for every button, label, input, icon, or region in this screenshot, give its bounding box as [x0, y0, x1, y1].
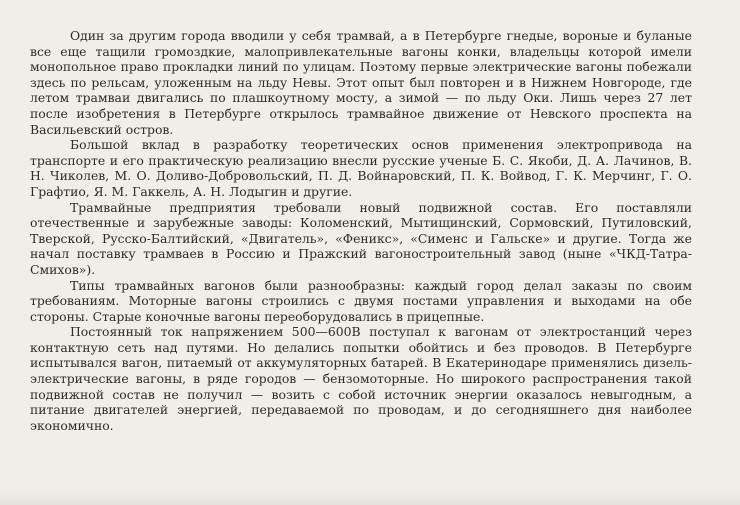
paragraph-russian-scientists: Большой вклад в разработку теоретических основ применения электропривода на транспорте и его практическую реализацию внесли русские ученые Б. С. Якоби, Д. А. Лачинов, В. Н. Чиколев, М. О. Доливо-Добровольский, П. Д. Войнаровский, П. К. Войвод, Г. К. Мерчинг, Г. О. Графтио, Я. М. Гаккель, А. Н. Лодыгин и другие. [30, 137, 692, 199]
article-text [30, 28, 692, 433]
paragraph-power-supply: Постоянный ток напряжением 500—600В поступал к вагонам от электростанций через контактную сеть над путями. Но делались попытки обойтись и без проводов. В Петербурге испытывался вагон, питаемый от аккумуляторных батарей. В Екатеринодаре применялись дизель-электрические вагоны, в ряде городов — бензомоторные. Но широкого распространения такой подвижной состав не получил — возить с собой источник энергии оказалось невыгодным, а питание двигателей энергией, передаваемой по проводам, и до сегодняшнего дня наиболее экономично. [30, 324, 692, 433]
page-bottom-edge [0, 491, 740, 505]
paragraph-tram-car-types: Типы трамвайных вагонов были разнообразны: каждый город делал заказы по своим требованиям. Моторные вагоны строились с двумя постами управления и выходами на обе стороны. Старые коночные вагоны переоборудовались в прицепные. [30, 277, 692, 324]
paragraph-rolling-stock-factories: Трамвайные предприятия требовали новый подвижной состав. Его поставляли отечественные и зарубежные заводы: Коломенский, Мытищинский, Сормовский, Путиловский, Тверской, Русско-Балтийский, «Двигатель», «Феникс», «Сименс и Гальске» и другие. Тогда же начал поставку трамваев в Россию и Пражский вагоностроительный завод (ныне «ЧКД-Татра-Смихов»). [30, 199, 692, 277]
paragraph-tram-in-petersburg: Один за другим города вводили у себя трамвай, а в Петербурге гнедые, вороные и буланые все еще тащили громоздкие, малопривлекательные вагоны конки, владельцы которой имели монопольное право прокладки линий по улицам. Поэтому первые электрические вагоны побежали здесь по рельсам, уложенным на льду Невы. Этот опыт был повторен и в Нижнем Новгороде, где летом трамваи двигались по плашкоутному мосту, а зимой — по льду Оки. Лишь через 27 лет после изобретения в Петербурге открылось трамвайное движение от Невского проспекта на Васильевский остров. [30, 28, 692, 137]
